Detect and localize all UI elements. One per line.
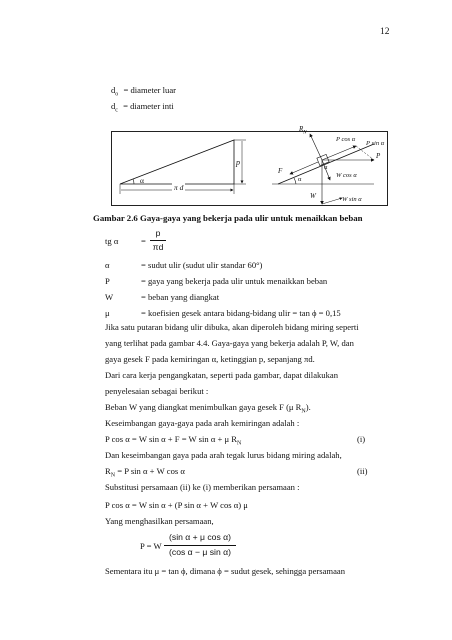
sym-mu: μ [105,308,110,318]
def-do-text: = diameter luar [123,85,177,95]
def-dc [111,101,174,117]
wsin-arrow [322,198,342,204]
tg-eq: = [141,236,146,246]
sym-p-def: = gaya yang bekerja pada ulir untuk menaikkan beban [141,276,328,286]
sym-alpha-def: = sudut ulir (sudut ulir standar 60°) [141,260,263,270]
fig-p-label: P [376,152,381,160]
tg-numerator: p [155,228,161,238]
fig-rn-label: $R_N$ [299,125,307,136]
tg-fraction-bar [150,240,166,241]
keseimbangan-2: Dan keseimbangan gaya pada arah tegak lurus bidang miring adalah, [105,450,342,460]
eq4-fraction-bar [164,545,236,546]
fig-left-alpha: α [140,176,144,185]
para2-line1: Dari cara kerja pengangkatan, seperti pada gambar, dapat dilakukan [105,370,339,380]
eq4-denominator: (cos α − μ sin α) [169,547,231,557]
pcos-arrow [322,146,356,160]
fig-w-label: W [310,192,316,200]
tg-denominator: πd [152,242,164,252]
equation-1-tag: (i) [357,434,366,444]
def-do-symbol: d [111,85,116,95]
fig-psin-label: P sin α [366,140,385,147]
beban-line: Beban W yang diangkat menimbulkan gaya gesek F (μ $R_N$). [105,402,311,415]
para1-line2: yang terlihat pada gambar 4.4. Gaya-gaya yang bekerja adalah P, W, dan [105,338,354,348]
def-do [111,85,176,101]
rn-arrow [310,134,322,160]
last-line: Sementara itu μ = tan ϕ, dimana ϕ = sudut gesek, sehingga persamaan [105,566,346,576]
f-arrow [290,162,318,174]
fig-alpha2-label: α [324,164,328,171]
keseimbangan-1: Keseimbangan gaya-gaya pada arah kemiringan adalah : [105,418,300,428]
para1-line3: gaya gesek F pada kemiringan α, ketinggian p, sepanjang πd. [105,354,315,364]
substitusi-line: Substitusi persamaan (ii) ke (i) memberikan persamaan : [105,482,300,492]
fig-left-pid: π d [174,183,184,192]
fig-alpha-label: α [298,176,302,183]
equation-2: $R_N = P$ sin α + W cos α [105,466,185,479]
def-dc-symbol: d [111,101,116,111]
sym-mu-def: = koefisien gesek antara bidang-bidang ulir = tan ϕ = 0,15 [141,308,341,318]
sym-alpha: α [105,260,110,270]
left-angle-arc [133,179,134,184]
tg-lhs: tg α [105,236,119,246]
eq4-lhs: P = W [140,541,162,551]
def-dc-sub: c [115,107,118,114]
equation-3: P cos α = W sin α + (P sin α + W cos α) μ [105,500,248,510]
equation-2-tag: (ii) [357,466,368,476]
def-do-sub: o [115,91,119,98]
figure-caption: Gambar 2.6 Gaya-gaya yang bekerja pada ulir untuk menaikkan beban [93,213,363,223]
fig-wcos-label: W cos α [336,172,357,179]
sym-w: W [105,292,114,302]
sym-p: P [105,276,110,286]
def-dc-text: = diameter inti [123,101,174,111]
inclined-plane-figure [111,125,388,206]
equation-1: P cos α = W sin α + F = W sin α + μ $R_N$ [105,434,242,447]
fig-pcos-label: P cos α [336,136,356,143]
para2-line2: penyelesaian sebagai berikut : [105,386,209,396]
para1-line1: Jika satu putaran bidang ulir dibuka, akan diperoleh bidang miring seperti [105,322,359,332]
sym-w-def: = beban yang diangkat [141,292,220,302]
fig-f-label: F [278,167,283,175]
yang-line: Yang menghasilkan persamaan, [105,516,214,526]
fig-wsin-label: W sin α [342,196,362,203]
eq4-numerator: (sin α + μ cos α) [169,532,231,542]
fig-left-p: p [236,158,240,167]
left-triangle [120,140,234,184]
page-number: 12 [380,27,390,37]
